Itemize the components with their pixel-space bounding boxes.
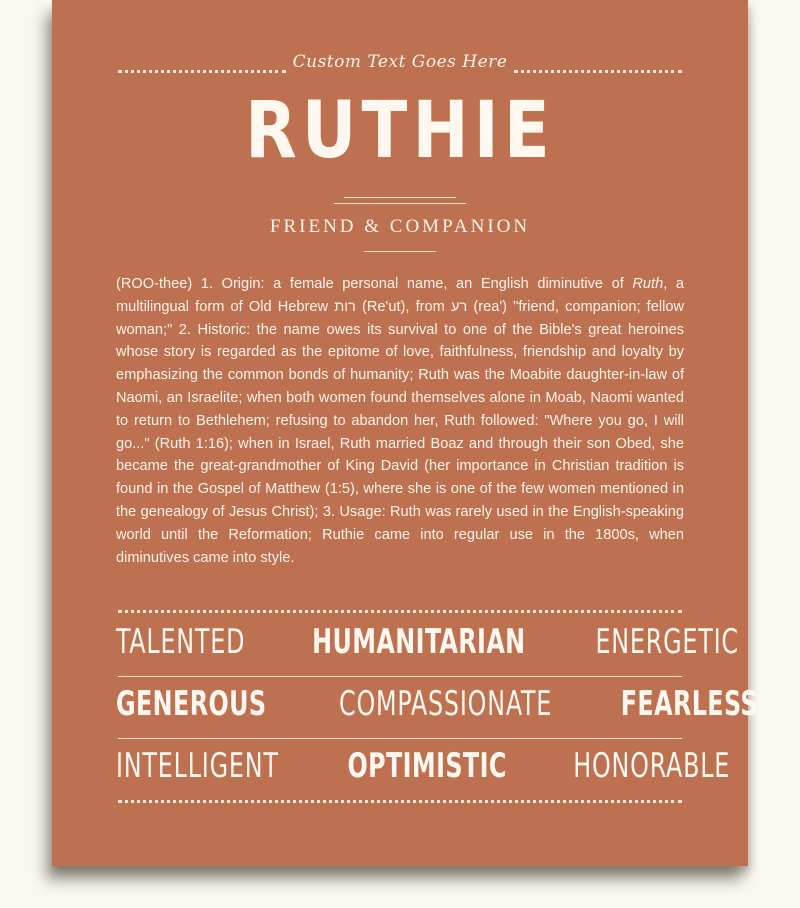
trait-word: TALENTED — [116, 622, 246, 662]
trait-divider-2 — [118, 738, 682, 739]
trait-row-1 — [116, 622, 740, 672]
trait-word: FEARLESS — [620, 684, 759, 724]
meaning-underline — [364, 251, 436, 252]
trait-word: HONORABLE — [573, 746, 730, 786]
trait-row-2 — [116, 684, 759, 734]
dotted-divider-traits — [118, 610, 682, 613]
name-description — [116, 273, 684, 569]
trait-word: OPTIMISTIC — [347, 746, 507, 786]
title-underline-upper — [344, 197, 456, 198]
name-meaning: FRIEND & COMPANION — [269, 216, 531, 237]
trait-word: ENERGETIC — [595, 622, 740, 662]
description-ruth: Ruth — [632, 276, 664, 292]
trait-row-3 — [116, 746, 730, 796]
description-part-1: 1. Origin: a female personal name, an English diminutive of — [192, 276, 633, 292]
description-part-2: , a multilingual form of Old Hebrew רות (Re'ut), from רע (rea') "friend, companion; fellow woman;" 2. Historic: the name owes its survival to one of the Bible's great heroines whose story is regarded as the epitome of love, faithfulness, friendship and loyalty by emphasizing the common bonds of humanity; Ruth was the Moabite daughter-in-law of Naomi, an Israelite; when both women found themselves alone in Moab, Naomi wanted to return to Bethlehem; refusing to abandon her, Ruth followed: "Where you go, I will go..." (Ruth 1:16); when in Israel, Ruth married Boaz and through their son Obed, she became the great-grandmother of King David (her importance in Christian tradition is found in the Gospel of Matthew (1:5), where she is one of the few women mentioned in the genealogy of Jesus Christ); 3. Usage: Ruth was rarely used in the English-speaking world until the Reformation; Ruthie came into regular use in the 1800s, when diminutives came into style. — [116, 276, 684, 566]
dotted-divider-top-right — [514, 70, 682, 73]
name-title: RUTHIE — [245, 86, 555, 176]
trait-word: GENEROUS — [116, 684, 267, 724]
trait-divider-1 — [118, 676, 682, 677]
dotted-divider-bottom — [118, 800, 682, 803]
pronunciation: (ROO-thee) — [116, 276, 193, 292]
trait-word: HUMANITARIAN — [311, 622, 526, 662]
name-poster — [52, 0, 759, 866]
trait-word: COMPASSIONATE — [338, 684, 553, 724]
custom-text: Custom Text Goes Here — [292, 52, 508, 72]
trait-word: INTELLIGENT — [116, 746, 279, 786]
title-underline-lower — [334, 203, 466, 204]
